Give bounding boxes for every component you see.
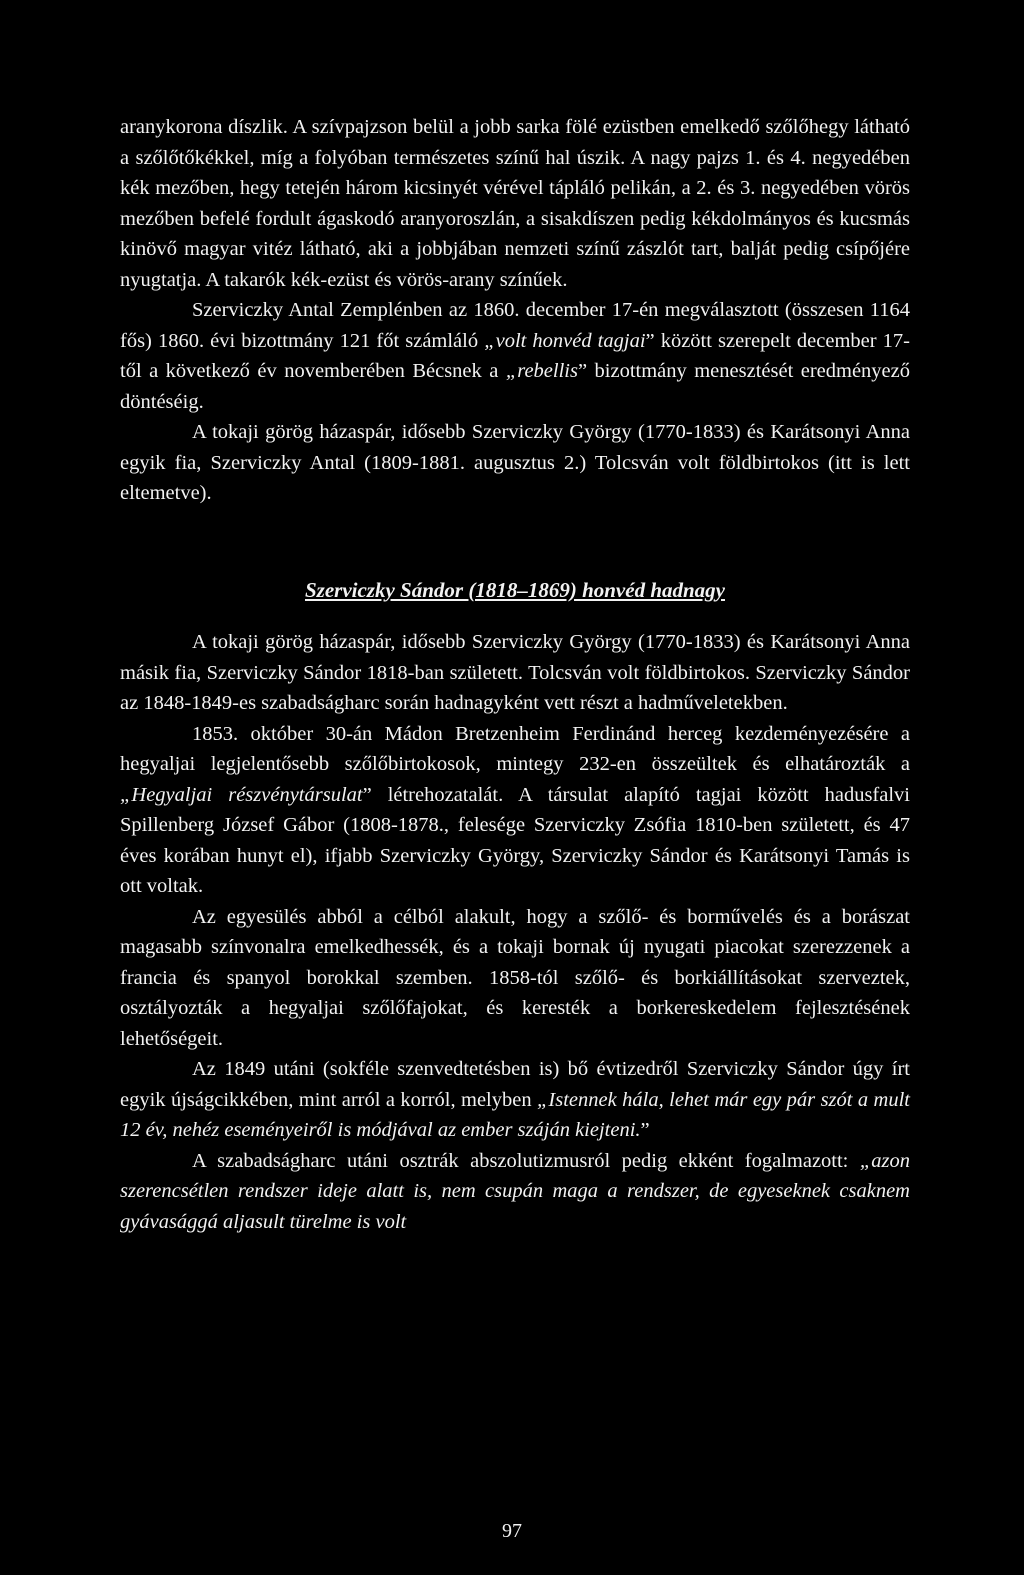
paragraph-text: ” között szerepelt december 17-től a következő év novemberében Bécsnek a [120, 329, 910, 382]
paragraph-text: Az egyesülés abból a célból alakult, hogy a szőlő- és borművelés és a borászat magasabb színvonalra emelkedhessék, és a tokaji bornak új nyugati piacokat szerezzenek a francia és spanyol borokkal szemben. 1858-tól szőlő- és borkiállításokat szerveztek, osztályozták a hegyaljai szőlőfajokat, és keresték a borkereskedelem fejlesztésének lehetőségeit. [120, 905, 910, 1050]
quote-italic: „volt honvéd tagjai [484, 329, 646, 352]
paragraph-antal [120, 417, 910, 509]
paragraph-text: A tokaji görög házaspár, idősebb Szerviczky György (1770-1833) és Karátsonyi Anna másik fia, Szerviczky Sándor 1818-ban született. Tolcsván volt földbirtokos. Szerviczky Sándor az 1848-1849-es szabadságharc során hadnagyként vett részt a hadműveletekben. [120, 631, 910, 714]
paragraph-text: A szabadságharc utáni osztrák abszolutizmusról pedig ekként fogalmazott: [192, 1149, 860, 1172]
page-body [120, 112, 910, 1237]
paragraph-text: A tokaji görög házaspár, idősebb Szerviczky György (1770-1833) és Karátsonyi Anna egyik fia, Szerviczky Antal (1809-1881. augusztus 2.) Tolcsván volt földbirtokos (itt is lett eltemetve). [120, 421, 910, 504]
paragraph-text: 1853. október 30-án Mádon Bretzenheim Ferdinánd herceg kezdeményezésére a hegyaljai legjelentősebb szőlőbirtokosok, mintegy 232-en összeültek és elhatározták a [120, 722, 910, 775]
paragraph-text: ” bizottmány menesztését eredményező döntéséig. [120, 360, 911, 413]
section-heading [120, 575, 910, 606]
paragraph-absolutism [120, 1146, 910, 1238]
paragraph-text: ” létrehozatalát. A társulat alapító tagjai között hadusfalvi Spillenberg József Gábor (1808-1878., felesége Szerviczky Zsófia 1810-ben született, és 47 éves korában hunyt el), ifjabb Szerviczky György, Szerviczky Sándor és Karátsonyi Tamás is ott voltak. [120, 783, 910, 897]
paragraph-text: aranykorona díszlik. A szívpajzson belül a jobb sarka fölé ezüstben emelkedő szőlőhegy látható a szőlőtőkékkel, míg a folyóban természetes színű hal úszik. A nagy pajzs 1. és 4. negyedében kék mezőben, hegy tetején három kicsinyét vérével tápláló pelikán, a 2. és 3. negyedében vörös mezőben befelé fordult ágaskodó aranyoroszlán, a sisakdíszen pedig kékdolmányos és kucsmás kinövő magyar vitéz látható, aki a jobbjában nemzeti színű zászlót tart, balját pedig csípőjére nyugtatja. A takarók kék-ezüst és vörös-arany színűek. [120, 116, 910, 291]
quote-italic: „rebellis [505, 360, 578, 382]
paragraph-committee [120, 295, 910, 417]
section-heading-text: Szerviczky Sándor (1818–1869) honvéd hadnagy [304, 577, 725, 602]
quote-italic: „Hegyaljai részvénytársulat [120, 783, 363, 806]
paragraph-text: Szerviczky Antal Zemplénben az 1860. december 17-én megválasztott (összesen 1164 fős) 1860. évi bizottmány 121 főt számláló [120, 299, 910, 352]
paragraph-coat-of-arms [120, 112, 910, 295]
paragraph-text: ” [640, 1119, 650, 1141]
paragraph-association [120, 902, 910, 1055]
paragraph-after-1849 [120, 1054, 910, 1146]
quote-italic: „azon szerencsétlen rendszer ideje alatt is, nem csupán maga a rendszer, de egyeseknek csaknem gyávasággá aljasult türelme is volt [120, 1149, 910, 1233]
quote-italic: „Istennek hála, lehet már egy pár szót a mult 12 év, nehéz eseményeiről is módjával az ember száján kiejteni. [120, 1088, 910, 1141]
paragraph-text: Az 1849 utáni (sokféle szenvedtetésben is) bő évtizedről Szerviczky Sándor úgy írt egyik újságcikkében, mint arról a korról, melyben [120, 1058, 910, 1111]
paragraph-sandor-intro [120, 627, 910, 719]
page-number: 97 [502, 1520, 522, 1542]
paragraph-1853 [120, 719, 910, 902]
